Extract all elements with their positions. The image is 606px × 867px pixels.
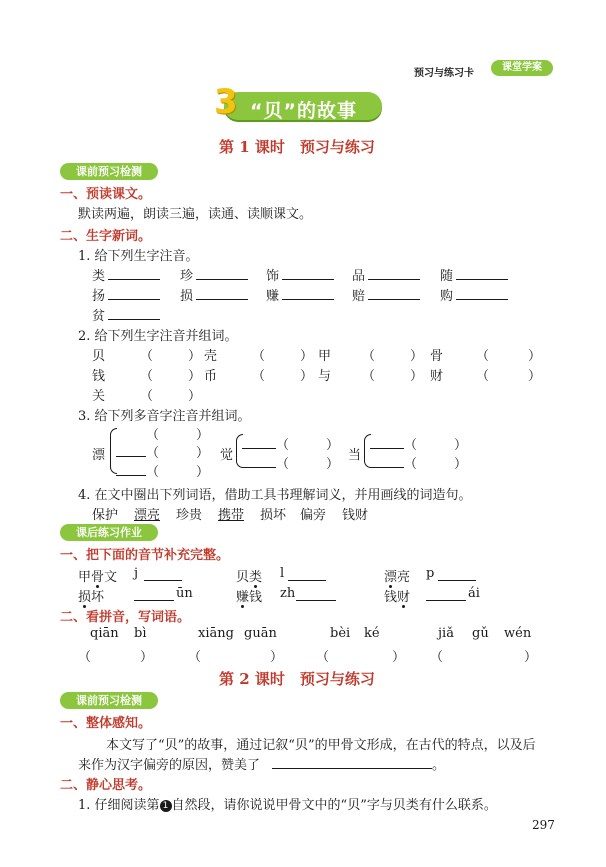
paren-open: （ <box>404 457 418 472</box>
syllable-hint: ái <box>468 586 480 601</box>
pinyin-blank[interactable] <box>456 285 508 300</box>
part2-sec1-title: 一、整体感知。 <box>60 716 152 731</box>
q2-char: 财 <box>430 369 444 384</box>
paren-close: ） <box>454 438 468 453</box>
pinyin-blank[interactable] <box>108 265 160 280</box>
q1-char: 饰 <box>266 269 280 284</box>
dotted-char: 损 <box>78 590 92 605</box>
part2-subtitle: 第 2 课时 预习与练习 <box>219 670 375 688</box>
q2-char: 与 <box>318 369 332 384</box>
pinyin-blank[interactable] <box>108 305 160 320</box>
syllable-word <box>236 566 262 585</box>
pinyin: gǔ <box>472 626 489 641</box>
pinyin-blank[interactable] <box>282 265 334 280</box>
word-char: 亮 <box>397 570 411 585</box>
period: 。 <box>432 758 446 773</box>
q3-label: 3. 给下列多音字注音并组词。 <box>78 409 251 424</box>
word-char: 文 <box>104 570 118 585</box>
paren-open: （ <box>316 650 330 665</box>
syllable-word <box>384 586 410 605</box>
vocab-word: 偏旁 <box>300 508 327 523</box>
pinyin-blank[interactable] <box>108 285 160 300</box>
q1-char: 随 <box>440 269 454 284</box>
paren-open: （ <box>404 438 418 453</box>
paren-open: （ <box>476 369 490 384</box>
pinyin: wén <box>504 626 532 641</box>
syllable-hint: ūn <box>176 586 193 601</box>
word-char: 贝 <box>236 570 250 585</box>
syllable-blank[interactable] <box>296 586 336 601</box>
header-badge: 课堂学案 <box>491 60 553 76</box>
paren-open: （ <box>252 349 266 364</box>
pinyin-blank[interactable] <box>282 285 334 300</box>
pinyin: bèi <box>330 626 351 641</box>
q2-char: 币 <box>204 369 218 384</box>
q2-char: 甲 <box>318 349 332 364</box>
q1-label: 1. 给下列生字注音。 <box>78 249 199 264</box>
syllable-hint: zh <box>280 586 296 601</box>
pinyin-blank[interactable] <box>116 461 146 476</box>
paren-close: ） <box>196 428 210 443</box>
vocab-word: 保护 <box>92 508 119 523</box>
paren-open: （ <box>430 650 444 665</box>
part2-badge: 课前预习检测 <box>60 692 158 709</box>
answer-blank[interactable] <box>272 754 432 769</box>
paren-open: （ <box>188 650 202 665</box>
paren-open: （ <box>276 457 290 472</box>
paren-close: ） <box>410 349 424 364</box>
polyphone-char: 当 <box>348 448 362 463</box>
vocab-word-underlined: 携带 <box>218 508 245 523</box>
syllable-word <box>384 566 410 585</box>
pinyin-blank[interactable] <box>368 265 420 280</box>
pinyin-blank[interactable] <box>456 265 508 280</box>
q2-char: 贝 <box>92 349 106 364</box>
paren-open: （ <box>146 428 160 443</box>
pinyin: xiāng <box>198 626 234 641</box>
word-char: 钱 <box>384 590 398 605</box>
paren-close: ） <box>300 369 314 384</box>
paren-close: ） <box>188 369 202 384</box>
pinyin: ké <box>364 626 380 641</box>
pinyin: qiān <box>90 626 119 641</box>
page-number: 297 <box>532 818 555 832</box>
paren-close: ） <box>196 465 210 480</box>
pinyin-blank[interactable] <box>368 285 420 300</box>
syllable-blank[interactable] <box>134 586 174 601</box>
syllable-word <box>78 586 104 605</box>
lesson-banner <box>214 82 384 124</box>
q1-char: 品 <box>352 269 366 284</box>
q2-char: 关 <box>92 389 106 404</box>
paren-open: （ <box>276 438 290 453</box>
part2-q1 <box>78 794 497 813</box>
q2-char: 壳 <box>204 349 218 364</box>
q1-char: 赚 <box>266 289 280 304</box>
lesson-title: “贝”的故事 <box>250 100 357 122</box>
q4-label: 4. 在文中圈出下列词语，借助工具书理解词义，并用画线的词造句。 <box>78 488 472 503</box>
polyphone-char: 漂 <box>92 448 106 463</box>
paren-close: ） <box>326 457 340 472</box>
q1-char: 损 <box>180 289 194 304</box>
syllable-word <box>236 586 262 605</box>
paren-close: ） <box>528 349 542 364</box>
dotted-char: 漂 <box>384 570 398 585</box>
pinyin-blank[interactable] <box>242 434 276 449</box>
paren-open: （ <box>140 369 154 384</box>
part2-sec1-line1: 本文写了“贝”的故事，通过记叙“贝”的甲骨文形成，在古代的特点，以及后 <box>106 738 536 753</box>
syllable-word <box>78 566 117 585</box>
q2-char: 钱 <box>92 369 106 384</box>
syllable-hint: p <box>426 566 435 581</box>
syllable-blank[interactable] <box>438 566 476 581</box>
polyphone-char: 觉 <box>220 448 234 463</box>
q1-char: 贫 <box>92 309 106 324</box>
part1-sec2-title: 二、生字新词。 <box>60 229 152 244</box>
part1-sec3-title: 一、把下面的音节补充完整。 <box>60 548 230 563</box>
q1-pre: 1. 仔细阅读第 <box>78 798 160 813</box>
paren-open: （ <box>476 349 490 364</box>
pinyin-blank[interactable] <box>370 434 404 449</box>
paren-open: （ <box>362 369 376 384</box>
pinyin-blank[interactable] <box>196 265 248 280</box>
q2-label: 2. 给下列生字注音并组词。 <box>78 329 238 344</box>
paren-close: ） <box>188 389 202 404</box>
header-title: 预习与练习卡 <box>414 68 474 79</box>
q1-char: 扬 <box>92 289 106 304</box>
part1-badge2: 课后练习作业 <box>60 524 158 541</box>
paren-open: （ <box>78 650 92 665</box>
part1-badge: 课前预习检测 <box>60 163 158 180</box>
pinyin-blank[interactable] <box>196 285 248 300</box>
q1-post: 自然段，请你说说甲骨文中的“贝”字与贝类有什么联系。 <box>171 798 497 813</box>
paren-close: ） <box>326 438 340 453</box>
paren-close: ） <box>524 650 538 665</box>
pinyin: guān <box>244 626 277 641</box>
syllable-hint: j <box>134 566 139 581</box>
dotted-char: 财 <box>397 590 411 605</box>
q1-char: 购 <box>440 289 454 304</box>
syllable-hint: l <box>280 566 285 581</box>
pinyin-blank[interactable] <box>116 442 146 457</box>
syllable-blank[interactable] <box>426 586 466 601</box>
word-char: 坏 <box>91 590 105 605</box>
paren-open: （ <box>146 465 160 480</box>
pinyin-blank[interactable] <box>242 453 276 468</box>
dotted-char: 骨 <box>91 570 105 585</box>
vocab-word: 珍贵 <box>176 508 203 523</box>
paren-close: ） <box>410 369 424 384</box>
syllable-blank[interactable] <box>288 566 326 581</box>
paren-close: ） <box>454 457 468 472</box>
paren-open: （ <box>252 369 266 384</box>
word-char: 甲 <box>78 570 92 585</box>
dotted-char: 赚 <box>236 590 250 605</box>
q1-char: 珍 <box>180 269 194 284</box>
part1-sec4-title: 二、看拼音，写词语。 <box>60 610 191 625</box>
lesson-number: 3 <box>214 82 238 122</box>
part2-sec2-title: 二、静心思考。 <box>60 778 152 793</box>
paren-close: ） <box>300 349 314 364</box>
paren-close: ） <box>392 650 406 665</box>
vocab-word-underlined: 漂亮 <box>134 508 161 523</box>
paren-open: （ <box>146 446 160 461</box>
part2-sec1-line2: 来作为汉字偏旁的原因，赞美了 <box>78 758 261 773</box>
part1-sec1-text: 默读两遍，朗读三遍，读通、读顺课文。 <box>78 207 313 222</box>
q1-char: 类 <box>92 269 106 284</box>
pinyin-blank[interactable] <box>370 453 404 468</box>
paren-open: （ <box>140 389 154 404</box>
pinyin: jiǎ <box>438 626 454 641</box>
vocab-word: 损坏 <box>260 508 287 523</box>
circled-one-icon: 1 <box>160 800 172 812</box>
syllable-blank[interactable] <box>144 566 182 581</box>
part1-subtitle: 第 1 课时 预习与练习 <box>219 138 375 156</box>
paren-open: （ <box>362 349 376 364</box>
paren-open: （ <box>140 349 154 364</box>
paren-close: ） <box>196 446 210 461</box>
paren-close: ） <box>188 349 202 364</box>
word-char: 钱 <box>249 590 263 605</box>
part1-sec1-title: 一、预读课文。 <box>60 187 152 202</box>
q2-char: 骨 <box>430 349 444 364</box>
paren-close: ） <box>528 369 542 384</box>
dotted-char: 类 <box>249 570 263 585</box>
q1-char: 赔 <box>352 289 366 304</box>
pinyin: bì <box>134 626 147 641</box>
vocab-word: 钱财 <box>342 508 369 523</box>
paren-close: ） <box>140 650 154 665</box>
paren-close: ） <box>270 650 284 665</box>
